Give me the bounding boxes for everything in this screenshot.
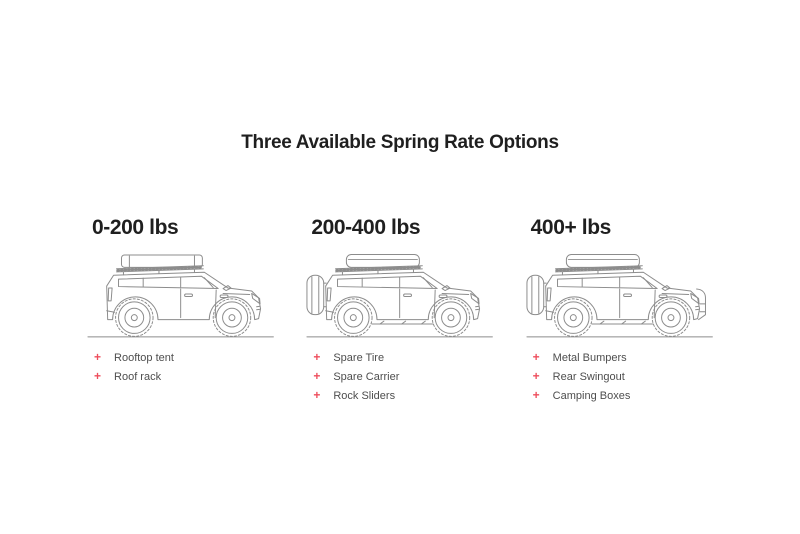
suv-body bbox=[307, 266, 492, 337]
plus-marker-icon: + bbox=[94, 369, 102, 383]
column-0-200-lbs bbox=[84, 217, 277, 405]
plus-marker-icon: + bbox=[532, 350, 540, 364]
roof-box-icon bbox=[347, 255, 420, 268]
feature-label: Rooftop tent bbox=[114, 352, 174, 364]
suv-body bbox=[527, 266, 712, 337]
rooftop-tent-icon bbox=[121, 255, 202, 267]
plus-marker-icon: + bbox=[313, 350, 321, 364]
list-item bbox=[533, 386, 716, 405]
spring-rate-columns bbox=[0, 217, 800, 405]
feature-label: Roof rack bbox=[114, 371, 162, 383]
camping-box-icon bbox=[566, 255, 639, 268]
list-item bbox=[94, 348, 277, 367]
plus-marker-icon: + bbox=[532, 388, 540, 402]
list-item bbox=[313, 348, 496, 367]
feature-label: Camping Boxes bbox=[552, 390, 631, 402]
spare-tire-icon bbox=[307, 275, 326, 314]
feature-label: Rear Swingout bbox=[552, 371, 625, 383]
feature-list bbox=[84, 348, 277, 386]
list-item bbox=[94, 367, 277, 386]
list-item bbox=[313, 367, 496, 386]
suv-illustration-spare-tire bbox=[303, 241, 496, 341]
suv-body bbox=[88, 266, 273, 337]
feature-list bbox=[523, 348, 716, 405]
list-item bbox=[533, 367, 716, 386]
rock-sliders-icon bbox=[592, 321, 653, 324]
plus-marker-icon: + bbox=[313, 388, 321, 402]
list-item bbox=[313, 386, 496, 405]
plus-marker-icon: + bbox=[94, 350, 102, 364]
column-400-plus-lbs bbox=[523, 217, 716, 405]
plus-marker-icon: + bbox=[313, 369, 321, 383]
weight-range-heading: 400+ lbs bbox=[530, 216, 611, 239]
rear-swingout-tire-icon bbox=[527, 275, 546, 314]
rock-sliders-icon bbox=[372, 321, 433, 324]
column-200-400-lbs bbox=[303, 217, 496, 405]
feature-label: Spare Carrier bbox=[333, 371, 400, 383]
feature-label: Metal Bumpers bbox=[552, 352, 627, 364]
feature-label: Spare Tire bbox=[333, 352, 385, 364]
page-title: Three Available Spring Rate Options bbox=[241, 132, 559, 153]
feature-label: Rock Sliders bbox=[333, 390, 396, 402]
weight-range-heading: 200-400 lbs bbox=[311, 216, 421, 239]
suv-illustration-armored bbox=[523, 241, 716, 341]
feature-list bbox=[303, 348, 496, 405]
list-item bbox=[533, 348, 716, 367]
suv-illustration-rooftop-tent bbox=[84, 241, 277, 341]
plus-marker-icon: + bbox=[532, 369, 540, 383]
weight-range-heading: 0-200 lbs bbox=[92, 216, 179, 239]
